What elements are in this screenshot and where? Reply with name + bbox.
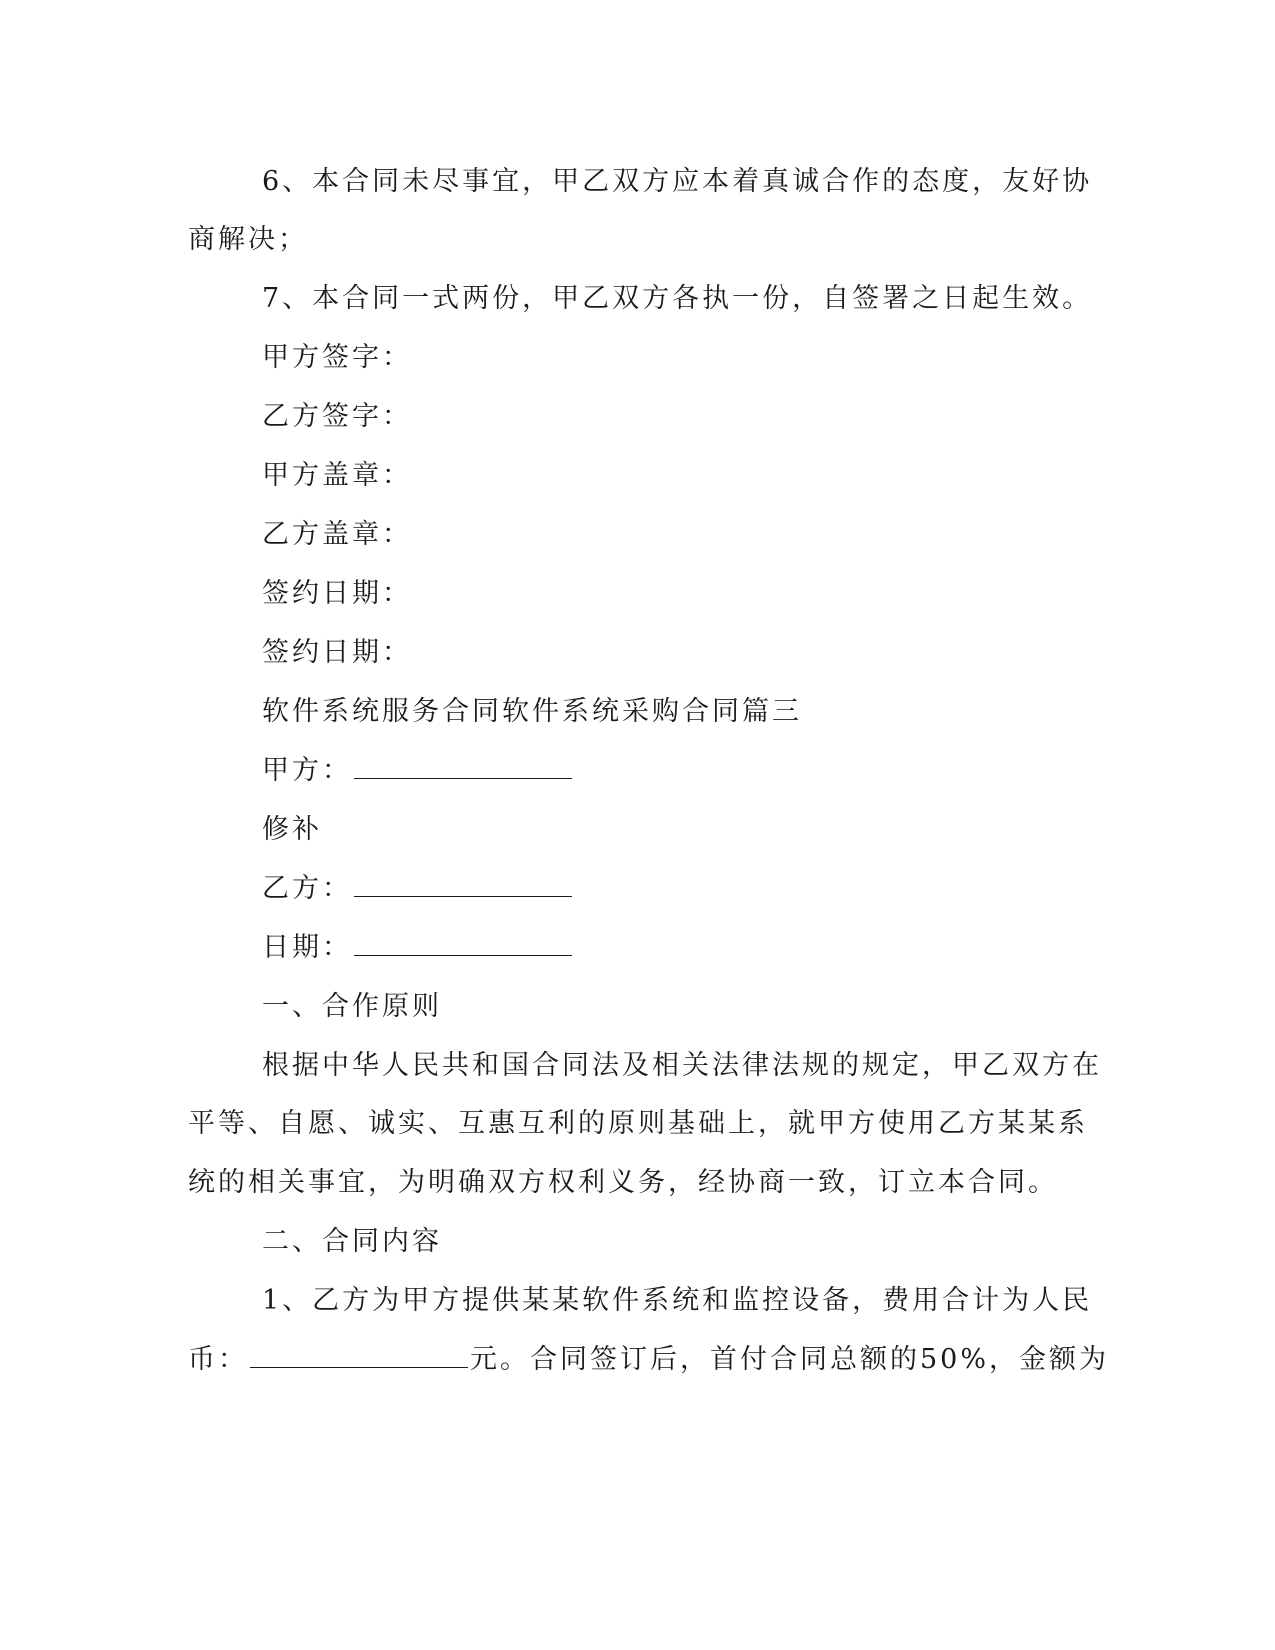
date-blank (354, 933, 572, 956)
clause-7: 7、本合同一式两份，甲乙双方各执一份，自签署之日起生效。 (262, 283, 1093, 314)
repair-text: 修补 (262, 814, 322, 845)
party-a-seal-label: 甲方盖章： (262, 460, 412, 491)
principle-paragraph-line-1: 根据中华人民共和国合同法及相关法律法规的规定，甲乙双方在 (262, 1050, 1102, 1081)
party-a-signature-label: 甲方签字： (262, 342, 412, 373)
principle-paragraph-line-2: 平等、自愿、诚实、互惠互利的原则基础上，就甲方使用乙方某某系 (188, 1108, 1088, 1139)
heading-cooperation-principle: 一、合作原则 (262, 991, 442, 1022)
content-item-1-line-2 (188, 1344, 1109, 1376)
party-b-blank (354, 874, 572, 897)
principle-paragraph-line-3: 统的相关事宜，为明确双方权利义务，经协商一致，订立本合同。 (188, 1167, 1058, 1198)
currency-label: 币： (188, 1344, 248, 1375)
party-b-signature-label: 乙方签字： (262, 401, 412, 432)
party-b-seal-label: 乙方盖章： (262, 519, 412, 550)
signing-date-label: 签约日期： (262, 578, 412, 609)
party-b-line (262, 873, 574, 905)
date-label: 日期： (262, 932, 352, 963)
party-a-blank (354, 756, 572, 779)
section-title: 软件系统服务合同软件系统采购合同篇三 (262, 696, 802, 727)
party-a-line (262, 755, 574, 787)
content-item-1-line-1: 1、乙方为甲方提供某某软件系统和监控设备，费用合计为人民 (262, 1285, 1093, 1316)
amount-blank (250, 1345, 468, 1368)
party-a-label: 甲方： (262, 755, 352, 786)
payment-terms-text: 元。合同签订后，首付合同总额的50%，金额为 (470, 1344, 1110, 1375)
party-b-label: 乙方： (262, 873, 352, 904)
date-line (262, 932, 574, 964)
clause-6-line-2: 商解决； (188, 224, 308, 255)
clause-6-line-1: 6、本合同未尽事宜，甲乙双方应本着真诚合作的态度，友好协 (262, 166, 1093, 197)
signing-date-label-2: 签约日期： (262, 637, 412, 668)
heading-contract-content: 二、合同内容 (262, 1226, 442, 1257)
